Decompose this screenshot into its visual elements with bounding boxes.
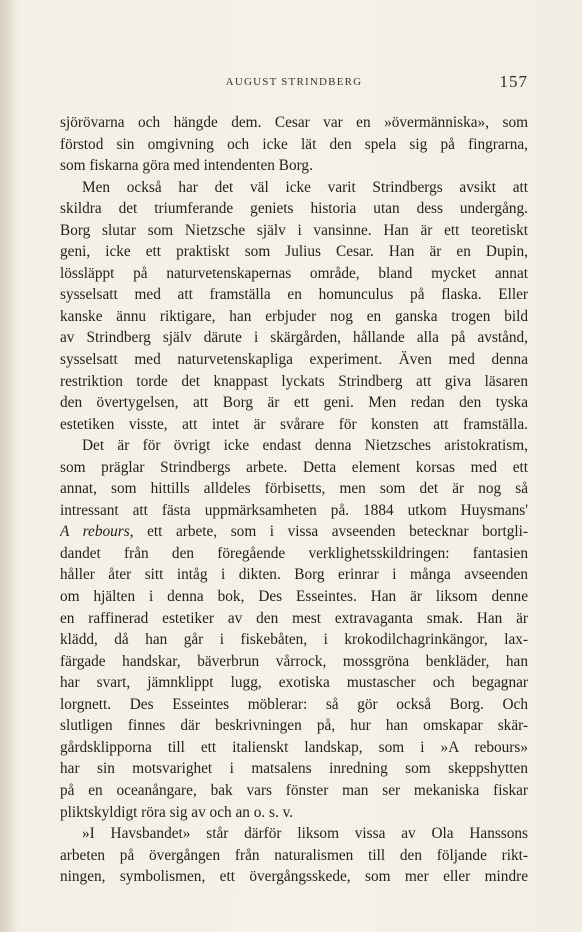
text-line: av Strindberg själv därute i skärgården, hållande alla på avstånd,	[60, 329, 528, 347]
text-line: pliktskyldigt röra sig av och an o. s. v.	[60, 803, 294, 821]
text-line: som fiskarna göra med intendenten Borg.	[60, 157, 313, 175]
text-line: håller åter sitt intåg i dikten. Borg erinrar i många avseenden	[60, 566, 528, 584]
text-line: geni, icke ett praktiskt som Julius Cesar. Han är en Dupin,	[60, 243, 528, 261]
text-line: A rebours, ett arbete, som i vissa avseenden betecknar bortgli-	[60, 523, 528, 541]
text-line: har sin motsvarighet i matsalens inredning som skeppshytten	[60, 760, 528, 778]
text-line: restriktion torde det knappast lyckats Strindberg att giva läsaren	[60, 372, 528, 390]
page-header	[60, 74, 528, 94]
text-line: en raffinerad estetiker av den mest extravaganta smak. Han är	[60, 609, 528, 627]
text-line: den övertygelsen, att Borg är ett geni. Men redan den tyska	[60, 394, 528, 412]
text-line: på en oceanångare, bak vars fönster man ser mekaniska fiskar	[60, 781, 528, 799]
text-line: sysselsatt med att framställa en homunculus på flaska. Eller	[60, 286, 528, 304]
text-line: Men också har det väl icke varit Strindbergs avsikt att	[82, 178, 528, 196]
running-head: AUGUST STRINDBERG	[225, 76, 363, 88]
text-line: färgade handskar, bäverbrun vårrock, mossgröna benkläder, han	[60, 652, 528, 670]
text-line: annat, som hittills alldeles förbisetts, men som det är nog så	[60, 480, 528, 498]
text-line: skildra det triumferande geniets historia utan dess undergång.	[60, 200, 528, 218]
text-line: lössläppt på naturvetenskapernas område, bland mycket annat	[60, 264, 528, 282]
text-line: »I Havsbandet» står därför liksom vissa av Ola Hanssons	[82, 825, 528, 843]
gutter-shadow	[0, 0, 18, 932]
text-line: sysselsatt med naturvetenskapliga experiment. Även med denna	[60, 351, 528, 369]
text-line: arbeten på övergången från naturalismen till den följande rikt-	[60, 846, 528, 864]
text-line: klädd, då han går i fiskebåten, i krokodilchagrinkängor, lax-	[60, 631, 528, 649]
text-line: om hjälten i denna bok, Des Esseintes. Han är liksom denne	[60, 588, 528, 606]
text-line: förstod sin omgivning och icke lät den spela sig på fingrarna,	[60, 135, 528, 153]
text-line: estetiken visste, att intet är svårare för konsten att framställa.	[60, 415, 528, 433]
text-line: gårdsklipporna till ett italienskt landskap, som i »A rebours»	[60, 738, 528, 756]
text-line: dandet från den föregående verklighetsskildringen: fantasien	[60, 544, 528, 562]
text-line: sjörövarna och hängde dem. Cesar var en »övermänniska», som	[60, 114, 528, 131]
text-line: kanske ännu riktigare, han erbjuder nog en ganska trogen bild	[60, 307, 528, 325]
text-line: Borg slutar som Nietzsche själv i vansinne. Han är ett teoretiskt	[60, 221, 528, 239]
text-line: som präglar Strindbergs arbete. Detta element korsas med ett	[60, 458, 528, 476]
text-line: har svart, jämnklippt lugg, exotiska mustascher och begagnar	[60, 674, 528, 692]
text-line: ningen, symbolismen, ett övergångsskede, som mer eller mindre	[60, 868, 528, 886]
body-text	[60, 112, 528, 888]
text-line: slutligen finnes där beskrivningen på, hur han omskapar skär-	[60, 717, 528, 735]
text-line: intressant att fästa uppmärksamheten på. 1884 utkom Huysmans'	[60, 501, 528, 519]
page-number: 157	[499, 72, 528, 91]
text-line: lorgnett. Des Esseintes möblerar: så gör också Borg. Och	[60, 695, 528, 713]
text-line: Det är för övrigt icke endast denna Nietzsches aristokratism,	[82, 437, 528, 455]
